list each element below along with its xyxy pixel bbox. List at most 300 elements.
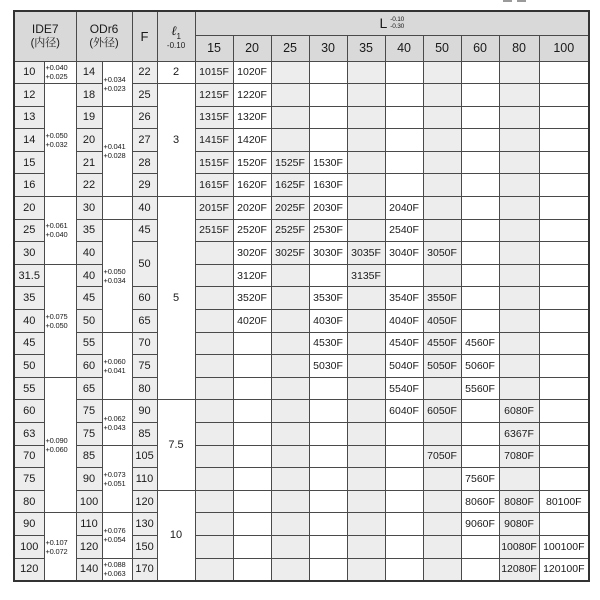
- id-cell: 60: [14, 400, 44, 423]
- table-row: [14, 377, 589, 400]
- part-number-cell: 9080F: [499, 513, 539, 536]
- part-number-cell: [347, 513, 385, 536]
- table-row: [14, 61, 589, 84]
- part-number-cell: [539, 106, 589, 129]
- id-column-header: [14, 11, 76, 61]
- part-number-cell: 3530F: [309, 287, 347, 310]
- od-cell: 20: [76, 129, 102, 152]
- id-cell: 90: [14, 513, 44, 536]
- od-cell: 100: [76, 490, 102, 513]
- l1-cell: 5: [157, 197, 195, 400]
- part-number-cell: [347, 61, 385, 84]
- l1-tolerance: -0.10: [166, 41, 186, 51]
- part-number-cell: [539, 377, 589, 400]
- part-number-cell: [385, 558, 423, 581]
- part-number-cell: 12080F: [499, 558, 539, 581]
- od-tolerance-cell: +0.050 +0.034: [102, 219, 132, 332]
- part-number-cell: [539, 513, 589, 536]
- part-number-cell: 10080F: [499, 535, 539, 558]
- part-number-cell: [347, 310, 385, 333]
- part-number-cell: [423, 377, 461, 400]
- part-number-cell: [309, 490, 347, 513]
- f-cell: 75: [132, 355, 157, 378]
- part-number-cell: 1525F: [271, 151, 309, 174]
- part-number-cell: 2525F: [271, 219, 309, 242]
- part-number-cell: [461, 106, 499, 129]
- part-number-cell: [271, 129, 309, 152]
- l-tolerance-lower: -0.30: [390, 23, 405, 31]
- part-number-cell: 7560F: [461, 468, 499, 491]
- part-number-cell: [347, 287, 385, 310]
- part-number-cell: [499, 264, 539, 287]
- id-title: IDE7: [31, 22, 59, 37]
- id-cell: 25: [14, 219, 44, 242]
- id-cell: 14: [14, 129, 44, 152]
- f-cell: 110: [132, 468, 157, 491]
- part-number-cell: 2515F: [195, 219, 233, 242]
- part-number-cell: [195, 513, 233, 536]
- id-cell: 15: [14, 151, 44, 174]
- part-number-cell: [347, 377, 385, 400]
- od-cell: 90: [76, 468, 102, 491]
- part-number-cell: [499, 219, 539, 242]
- table-row: [14, 287, 589, 310]
- part-number-cell: [347, 332, 385, 355]
- part-number-cell: [271, 558, 309, 581]
- part-number-cell: [539, 84, 589, 107]
- part-number-cell: [271, 287, 309, 310]
- id-cell: 10: [14, 61, 44, 84]
- od-cell: 19: [76, 106, 102, 129]
- part-number-cell: 3135F: [347, 264, 385, 287]
- part-number-cell: 120100F: [539, 558, 589, 581]
- od-cell: 50: [76, 310, 102, 333]
- id-cell: 35: [14, 287, 44, 310]
- l1-cell: 10: [157, 490, 195, 580]
- l-size-header: 20: [233, 35, 271, 61]
- part-number-cell: [271, 423, 309, 446]
- part-number-cell: [347, 355, 385, 378]
- od-cell: 18: [76, 84, 102, 107]
- od-cell: 75: [76, 423, 102, 446]
- part-number-cell: [233, 445, 271, 468]
- part-number-cell: [271, 513, 309, 536]
- table-row: [14, 84, 589, 107]
- part-number-cell: 1615F: [195, 174, 233, 197]
- part-number-cell: [347, 129, 385, 152]
- id-tolerance-cell: +0.075 +0.050: [44, 264, 76, 377]
- part-number-cell: 1515F: [195, 151, 233, 174]
- part-number-cell: [385, 61, 423, 84]
- part-number-cell: [271, 377, 309, 400]
- od-tolerance-cell: +0.041 +0.028: [102, 106, 132, 196]
- part-number-cell: [539, 287, 589, 310]
- part-number-cell: [347, 468, 385, 491]
- f-cell: 50: [132, 242, 157, 287]
- part-number-cell: [347, 445, 385, 468]
- part-number-cell: [539, 264, 589, 287]
- part-number-cell: [271, 84, 309, 107]
- part-number-cell: 3120F: [233, 264, 271, 287]
- part-number-cell: [499, 106, 539, 129]
- table-row: [14, 423, 589, 446]
- part-number-cell: [309, 558, 347, 581]
- l-size-header: 35: [347, 35, 385, 61]
- part-number-cell: [347, 151, 385, 174]
- part-number-cell: [233, 513, 271, 536]
- table-row: [14, 445, 589, 468]
- part-number-cell: [195, 287, 233, 310]
- f-cell: 29: [132, 174, 157, 197]
- part-number-cell: [499, 174, 539, 197]
- part-number-cell: 4050F: [423, 310, 461, 333]
- part-number-cell: [271, 445, 309, 468]
- part-number-cell: [461, 445, 499, 468]
- part-number-cell: 1625F: [271, 174, 309, 197]
- part-number-cell: [233, 468, 271, 491]
- table-row: [14, 174, 589, 197]
- part-number-cell: [423, 490, 461, 513]
- part-number-cell: [347, 423, 385, 446]
- part-number-cell: 1320F: [233, 106, 271, 129]
- part-number-cell: [233, 377, 271, 400]
- table-row: [14, 490, 589, 513]
- part-number-cell: [233, 535, 271, 558]
- part-number-cell: 6367F: [499, 423, 539, 446]
- part-number-cell: 3020F: [233, 242, 271, 265]
- part-number-cell: [309, 423, 347, 446]
- l-size-header: 50: [423, 35, 461, 61]
- od-tolerance-cell: +0.073 +0.051: [102, 445, 132, 513]
- l-size-header: 80: [499, 35, 539, 61]
- part-number-cell: [499, 332, 539, 355]
- part-number-cell: 1530F: [309, 151, 347, 174]
- part-number-cell: 3540F: [385, 287, 423, 310]
- id-cell: 120: [14, 558, 44, 581]
- part-number-cell: 2530F: [309, 219, 347, 242]
- f-cell: 70: [132, 332, 157, 355]
- od-cell: 21: [76, 151, 102, 174]
- od-tolerance-cell: +0.076 +0.054: [102, 513, 132, 558]
- table-row: [14, 332, 589, 355]
- part-number-cell: [423, 264, 461, 287]
- od-tolerance-cell: +0.062 +0.043: [102, 400, 132, 445]
- part-number-cell: [271, 264, 309, 287]
- l1-cell: 7.5: [157, 400, 195, 490]
- table-row: [14, 242, 589, 265]
- part-number-cell: [499, 287, 539, 310]
- part-number-cell: 6080F: [499, 400, 539, 423]
- part-number-cell: [195, 445, 233, 468]
- part-number-cell: [385, 490, 423, 513]
- part-number-cell: [309, 129, 347, 152]
- part-number-cell: [385, 84, 423, 107]
- id-tolerance-cell: +0.090 +0.060: [44, 377, 76, 513]
- part-number-cell: [233, 558, 271, 581]
- part-number-cell: 1315F: [195, 106, 233, 129]
- l1-cell: 3: [157, 84, 195, 197]
- part-number-cell: [499, 197, 539, 220]
- id-cell: 20: [14, 197, 44, 220]
- part-number-cell: [461, 423, 499, 446]
- part-number-cell: [461, 310, 499, 333]
- part-number-cell: 5560F: [461, 377, 499, 400]
- table-body: [14, 61, 589, 581]
- f-cell: 90: [132, 400, 157, 423]
- part-number-cell: [461, 242, 499, 265]
- part-number-cell: [347, 219, 385, 242]
- f-label: F: [140, 28, 149, 44]
- id-cell: 12: [14, 84, 44, 107]
- part-number-cell: [539, 174, 589, 197]
- part-number-cell: [309, 106, 347, 129]
- part-number-cell: [539, 310, 589, 333]
- part-number-cell: [347, 197, 385, 220]
- part-number-cell: 1620F: [233, 174, 271, 197]
- od-cell: 65: [76, 377, 102, 400]
- part-number-cell: [271, 355, 309, 378]
- part-number-cell: 1015F: [195, 61, 233, 84]
- part-number-cell: [461, 84, 499, 107]
- part-number-cell: [309, 84, 347, 107]
- part-number-cell: [499, 242, 539, 265]
- part-number-cell: [385, 423, 423, 446]
- part-number-cell: [423, 174, 461, 197]
- table-row: [14, 468, 589, 491]
- od-subtitle: (外径): [89, 37, 119, 50]
- part-number-cell: [539, 197, 589, 220]
- part-number-cell: [385, 468, 423, 491]
- part-number-cell: [309, 445, 347, 468]
- id-cell: 31.5: [14, 264, 44, 287]
- part-number-cell: [499, 84, 539, 107]
- part-number-cell: [195, 490, 233, 513]
- table-row: [14, 355, 589, 378]
- part-number-cell: 4540F: [385, 332, 423, 355]
- part-number-cell: [309, 61, 347, 84]
- part-number-cell: [499, 129, 539, 152]
- part-number-cell: 4550F: [423, 332, 461, 355]
- part-number-cell: [423, 106, 461, 129]
- part-number-cell: 4530F: [309, 332, 347, 355]
- part-number-cell: [233, 423, 271, 446]
- part-number-cell: [423, 84, 461, 107]
- part-number-cell: [539, 332, 589, 355]
- f-cell: 45: [132, 219, 157, 242]
- part-number-cell: [423, 535, 461, 558]
- part-number-cell: [423, 219, 461, 242]
- f-cell: 25: [132, 84, 157, 107]
- f-cell: 65: [132, 310, 157, 333]
- part-number-cell: [423, 151, 461, 174]
- part-number-cell: [385, 264, 423, 287]
- id-cell: 45: [14, 332, 44, 355]
- part-number-cell: 100100F: [539, 535, 589, 558]
- od-title: ODr6: [89, 22, 119, 37]
- print-crop-artifact: [503, 0, 541, 3]
- part-number-cell: [423, 423, 461, 446]
- id-cell: 100: [14, 535, 44, 558]
- part-number-cell: [539, 468, 589, 491]
- part-number-cell: 8080F: [499, 490, 539, 513]
- part-number-cell: [461, 174, 499, 197]
- part-number-cell: [385, 106, 423, 129]
- f-cell: 28: [132, 151, 157, 174]
- od-tolerance-cell: +0.060 +0.041: [102, 332, 132, 400]
- part-number-cell: [539, 242, 589, 265]
- part-number-cell: [309, 535, 347, 558]
- part-number-cell: [461, 558, 499, 581]
- part-number-cell: [461, 151, 499, 174]
- part-number-cell: [461, 535, 499, 558]
- part-number-cell: [271, 535, 309, 558]
- part-number-cell: [195, 558, 233, 581]
- part-number-cell: [461, 197, 499, 220]
- part-number-cell: [195, 310, 233, 333]
- id-subtitle: (内径): [30, 37, 60, 50]
- part-number-cell: [461, 61, 499, 84]
- l-size-header: 30: [309, 35, 347, 61]
- part-number-cell: [499, 355, 539, 378]
- part-number-cell: [195, 242, 233, 265]
- od-cell: 60: [76, 355, 102, 378]
- part-number-cell: 1630F: [309, 174, 347, 197]
- part-number-cell: [271, 332, 309, 355]
- f-cell: 60: [132, 287, 157, 310]
- part-number-cell: [539, 219, 589, 242]
- table-row: [14, 513, 589, 536]
- f-cell: 170: [132, 558, 157, 581]
- part-number-cell: [347, 400, 385, 423]
- table-row: [14, 129, 589, 152]
- id-cell: 63: [14, 423, 44, 446]
- f-cell: 26: [132, 106, 157, 129]
- part-number-cell: 5050F: [423, 355, 461, 378]
- part-number-cell: [423, 468, 461, 491]
- id-tolerance-cell: +0.107 +0.072: [44, 513, 76, 581]
- part-number-cell: [271, 106, 309, 129]
- part-number-cell: 5060F: [461, 355, 499, 378]
- l-column-group-header: [195, 11, 589, 35]
- part-number-cell: 2540F: [385, 219, 423, 242]
- part-number-cell: [423, 197, 461, 220]
- part-number-cell: [461, 219, 499, 242]
- l-size-header: 100: [539, 35, 589, 61]
- part-number-cell: [347, 84, 385, 107]
- part-number-cell: [461, 287, 499, 310]
- part-number-cell: [271, 400, 309, 423]
- part-number-cell: [195, 535, 233, 558]
- id-cell: 80: [14, 490, 44, 513]
- part-number-cell: 6050F: [423, 400, 461, 423]
- part-number-cell: [309, 468, 347, 491]
- f-cell: 120: [132, 490, 157, 513]
- part-number-cell: [347, 490, 385, 513]
- part-number-cell: [233, 490, 271, 513]
- table-row: [14, 219, 589, 242]
- part-number-cell: 3025F: [271, 242, 309, 265]
- bushing-dimension-table: [13, 10, 590, 582]
- part-number-cell: [195, 400, 233, 423]
- part-number-cell: 2015F: [195, 197, 233, 220]
- part-number-cell: [499, 61, 539, 84]
- f-cell: 27: [132, 129, 157, 152]
- l1-column-header: [157, 11, 195, 61]
- part-number-cell: [271, 310, 309, 333]
- table-row: [14, 535, 589, 558]
- od-cell: 55: [76, 332, 102, 355]
- part-number-cell: [423, 513, 461, 536]
- part-number-cell: [195, 423, 233, 446]
- part-number-cell: [385, 535, 423, 558]
- part-number-cell: 1520F: [233, 151, 271, 174]
- id-cell: 16: [14, 174, 44, 197]
- part-number-cell: [539, 355, 589, 378]
- part-number-cell: [309, 400, 347, 423]
- part-number-cell: [233, 355, 271, 378]
- part-number-cell: 4040F: [385, 310, 423, 333]
- part-number-cell: 3520F: [233, 287, 271, 310]
- f-cell: 40: [132, 197, 157, 220]
- part-number-cell: [385, 174, 423, 197]
- part-number-cell: [499, 151, 539, 174]
- part-number-cell: [309, 264, 347, 287]
- part-number-cell: [195, 468, 233, 491]
- f-column-header: [132, 11, 157, 61]
- od-cell: 40: [76, 264, 102, 287]
- part-number-cell: 2520F: [233, 219, 271, 242]
- l1-cell: 2: [157, 61, 195, 84]
- l1-subscript: 1: [176, 32, 181, 42]
- l-tolerance-upper: -0.10: [390, 15, 405, 23]
- id-cell: 75: [14, 468, 44, 491]
- od-cell: 110: [76, 513, 102, 536]
- part-number-cell: [539, 61, 589, 84]
- part-number-cell: 2020F: [233, 197, 271, 220]
- part-number-cell: [385, 129, 423, 152]
- part-number-cell: 1420F: [233, 129, 271, 152]
- table-row: [14, 310, 589, 333]
- f-cell: 85: [132, 423, 157, 446]
- part-number-cell: [385, 513, 423, 536]
- od-tolerance-cell: +0.088 +0.063: [102, 558, 132, 581]
- id-cell: 70: [14, 445, 44, 468]
- od-cell: 14: [76, 61, 102, 84]
- part-number-cell: [539, 400, 589, 423]
- f-cell: 105: [132, 445, 157, 468]
- f-cell: 22: [132, 61, 157, 84]
- table-row: [14, 264, 589, 287]
- l-size-header: 60: [461, 35, 499, 61]
- part-number-cell: [423, 558, 461, 581]
- part-number-cell: [347, 106, 385, 129]
- part-number-cell: [539, 129, 589, 152]
- part-number-cell: [423, 61, 461, 84]
- part-number-cell: 3035F: [347, 242, 385, 265]
- part-number-cell: [347, 174, 385, 197]
- id-tolerance-cell: +0.050 +0.032: [44, 84, 76, 197]
- f-cell: 80: [132, 377, 157, 400]
- l-size-header: 15: [195, 35, 233, 61]
- part-number-cell: 3030F: [309, 242, 347, 265]
- part-number-cell: 2040F: [385, 197, 423, 220]
- l-label: L: [379, 15, 388, 32]
- table-row: [14, 151, 589, 174]
- part-number-cell: [271, 468, 309, 491]
- part-number-cell: [499, 310, 539, 333]
- part-number-cell: [385, 151, 423, 174]
- od-column-header: [76, 11, 132, 61]
